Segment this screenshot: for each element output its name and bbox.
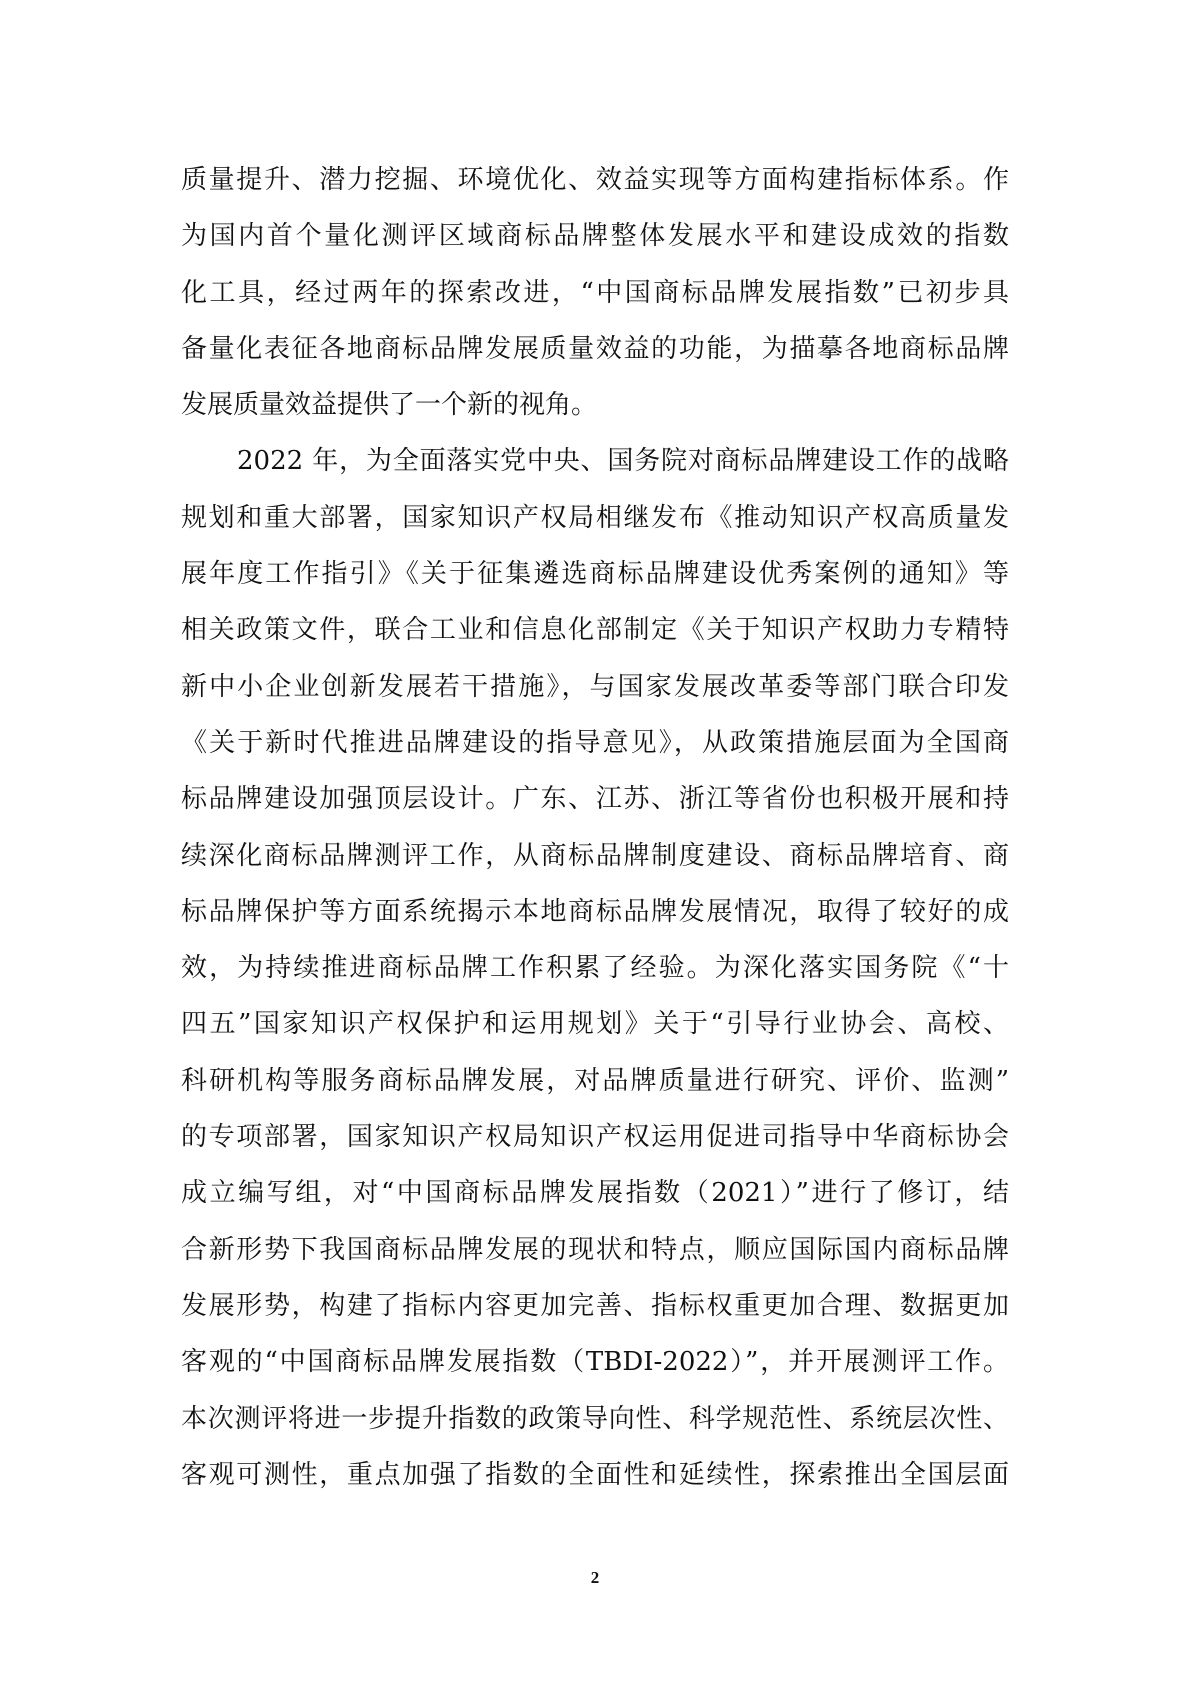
paragraph-2-line: 标品牌保护等方面系统揭示本地商标品牌发展情况，取得了较好的成 [181, 896, 1009, 927]
paragraph-2-line: 四五”国家知识产权保护和运用规划》关于“引导行业协会、高校、 [181, 1009, 1009, 1040]
paragraph-2-line: 成立编写组，对“中国商标品牌发展指数（2021）”进行了修订，结 [181, 1178, 1009, 1209]
paragraph-2-line: 《关于新时代推进品牌建设的指导意见》，从政策措施层面为全国商 [181, 727, 1009, 758]
paragraph-2-line: 2022 年，为全面落实党中央、国务院对商标品牌建设工作的战略 [237, 446, 1009, 477]
paragraph-2-line: 合新形势下我国商标品牌发展的现状和特点，顺应国际国内商标品牌 [181, 1234, 1009, 1265]
paragraph-2-line: 标品牌建设加强顶层设计。广东、江苏、浙江等省份也积极开展和持 [181, 784, 1009, 815]
paragraph-2-line: 发展形势，构建了指标内容更加完善、指标权重更加合理、数据更加 [181, 1290, 1009, 1321]
page-number: 2 [590, 1568, 600, 1587]
paragraph-2-line: 本次测评将进一步提升指数的政策导向性、科学规范性、系统层次性、 [181, 1403, 1009, 1434]
paragraph-2-line: 科研机构等服务商标品牌发展，对品牌质量进行研究、评价、监测” [181, 1065, 1009, 1096]
paragraph-2-line: 效，为持续推进商标品牌工作积累了经验。为深化落实国务院《“十 [181, 953, 1009, 984]
body-text [181, 152, 1009, 1503]
paragraph-2-line: 客观可测性，重点加强了指数的全面性和延续性，探索推出全国层面 [181, 1459, 1009, 1490]
paragraph-1-line: 化工具，经过两年的探索改进，“中国商标品牌发展指数”已初步具 [181, 277, 1009, 308]
paragraph-2-line: 的专项部署，国家知识产权局知识产权运用促进司指导中华商标协会 [181, 1122, 1009, 1153]
paragraph-2-line: 客观的“中国商标品牌发展指数（TBDI-2022）”，并开展测评工作。 [181, 1347, 1009, 1378]
paragraph-1-line: 发展质量效益提供了一个新的视角。 [181, 390, 598, 421]
paragraph-1-line: 为国内首个量化测评区域商标品牌整体发展水平和建设成效的指数 [181, 221, 1009, 252]
paragraph-2-line: 规划和重大部署，国家知识产权局相继发布《推动知识产权高质量发 [181, 502, 1009, 533]
paragraph-2-line: 相关政策文件，联合工业和信息化部制定《关于知识产权助力专精特 [181, 615, 1009, 646]
paragraph-2-line: 续深化商标品牌测评工作，从商标品牌制度建设、商标品牌培育、商 [181, 840, 1009, 871]
paragraph-2-line: 展年度工作指引》《关于征集遴选商标品牌建设优秀案例的通知》等 [181, 559, 1009, 590]
paragraph-2-line: 新中小企业创新发展若干措施》，与国家发展改革委等部门联合印发 [181, 671, 1009, 702]
paragraph-1-line: 备量化表征各地商标品牌发展质量效益的功能，为描摹各地商标品牌 [181, 333, 1009, 364]
paragraph-1-line: 质量提升、潜力挖掘、环境优化、效益实现等方面构建指标体系。作 [181, 165, 1009, 195]
